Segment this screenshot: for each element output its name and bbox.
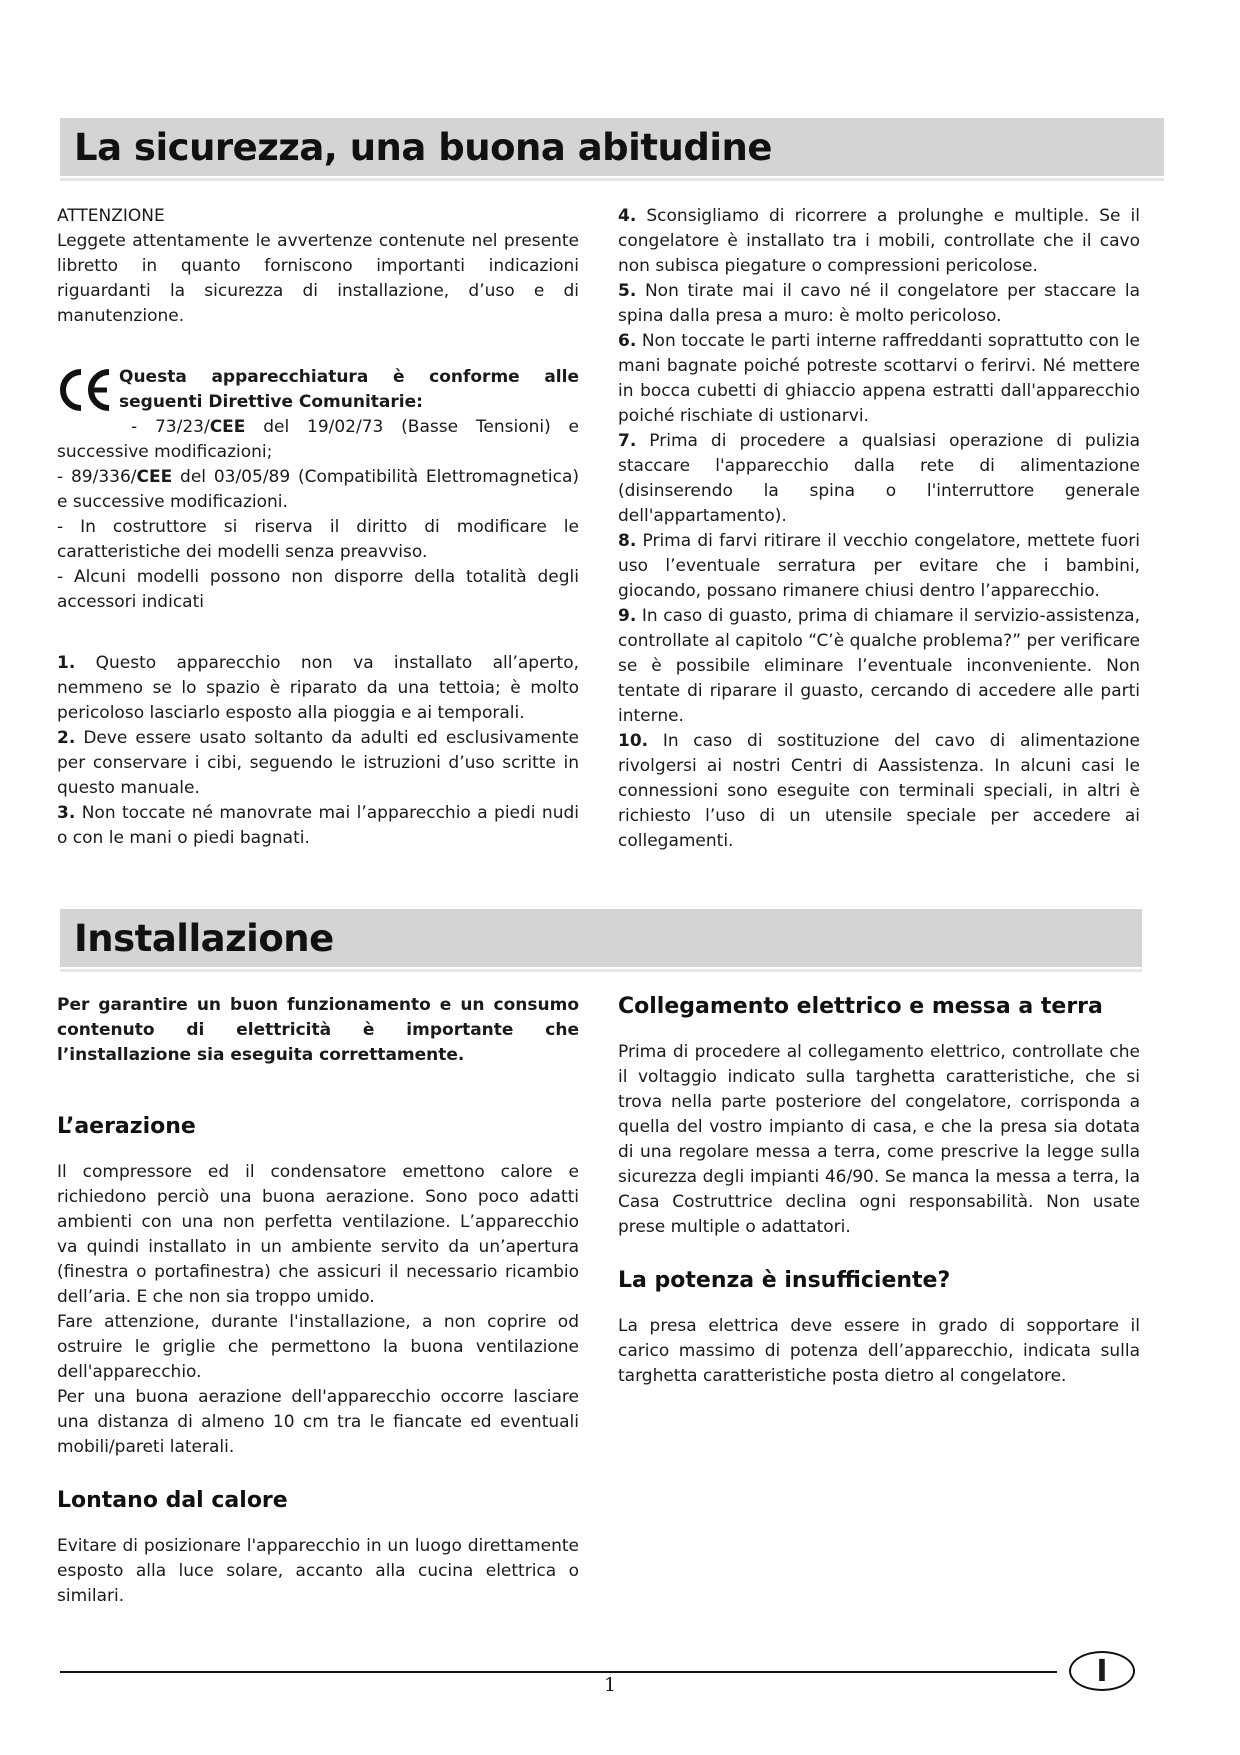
footer-rule	[60, 1671, 1057, 1673]
safety-left-column	[57, 204, 579, 851]
ce-heading: Questa apparecchiatura è conforme alle seguenti Direttive Comunitarie:	[119, 367, 579, 412]
safety-item: 6. Non toccate le parti interne raffreddanti soprattutto con le mani bagnate poiché potreste scottarvi o ferirvi. Né mettere in bocca cubetti di ghiaccio appena estratti dall'apparecchio poiché rischiate di ustionarvi.	[618, 331, 1140, 426]
safety-item: 5. Non tirate mai il cavo né il congelatore per staccare la spina dalla presa a muro: è molto pericoloso.	[618, 281, 1140, 326]
ce-mark-icon	[57, 365, 119, 415]
language-badge: I	[1069, 1651, 1135, 1691]
manufacturer-note: - In costruttore si riserva il diritto di modificare le caratteristiche dei modelli senza preavviso.	[57, 517, 579, 562]
aerazione-paragraph: Per una buona aerazione dell'apparecchio occorre lasciare una distanza di almeno 10 cm tra le fiancate ed eventuali mobili/pareti laterali.	[57, 1387, 579, 1457]
potenza-paragraph: La presa elettrica deve essere in grado di sopportare il carico massimo di potenza dell’apparecchio, indicata sulla targhetta caratteristiche posta dietro al congelatore.	[618, 1316, 1140, 1386]
subheading-collegamento: Collegamento elettrico e messa a terra	[618, 994, 1103, 1019]
safety-right-column	[618, 204, 1140, 854]
subheading-calore: Lontano dal calore	[57, 1488, 288, 1513]
page-number: 1	[603, 1674, 617, 1696]
section-title: La sicurezza, una buona abitudine	[74, 126, 772, 169]
safety-item: 1. Questo apparecchio non va installato all’aperto, nemmeno se lo spazio è riparato da una tettoia; è molto pericoloso lasciarlo esposto alla pioggia e ai temporali.	[57, 653, 579, 723]
aerazione-paragraph: Il compressore ed il condensatore emettono calore e richiedono perciò una buona aerazione. Sono poco adatti ambienti con una non perfetta ventilazione. L’apparecchio va quindi installato in un ambiente servito da un’apertura (finestra o portafinestra) che assicuri il necessario ricambio dell’aria. E che non sia troppo umido.	[57, 1162, 579, 1307]
safety-item: 3. Non toccate né manovrate mai l’apparecchio a piedi nudi o con le mani o piedi bagnati.	[57, 803, 579, 848]
installation-right-column	[618, 992, 1140, 1389]
safety-item: 2. Deve essere usato soltanto da adulti ed esclusivamente per conservare i cibi, seguendo le istruzioni d’uso scritte in questo manuale.	[57, 728, 579, 798]
directive-1: - 73/23/CEE del 19/02/73 (Basse Tensioni) e successive modificazioni;	[57, 417, 580, 462]
safety-item: 9. In caso di guasto, prima di chiamare il servizio-assistenza, controllate al capitolo “C’è qualche problema?” per verificare se è possibile eliminare l’eventuale inconveniente. Non tentate di riparare il guasto, cercando di accedere alle parti interne.	[618, 606, 1140, 726]
accessories-note: - Alcuni modelli possono non disporre della totalità degli accessori indicati	[57, 567, 579, 612]
installation-intro: Per garantire un buon funzionamento e un consumo contenuto di elettricità è importante che l’installazione sia eseguita correttamente.	[57, 995, 579, 1065]
safety-item: 10. In caso di sostituzione del cavo di alimentazione rivolgersi ai nostri Centri di Aassistenza. In alcuni casi le connessioni sono eseguite con terminali speciali, in altri è richiesto l’uso di un utensile speciale per accedere ai collegamenti.	[618, 731, 1140, 851]
section-header-band	[60, 909, 1142, 969]
calore-paragraph: Evitare di posizionare l'apparecchio in un luogo direttamente esposto alla luce solare, accanto alla cucina elettrica o similari.	[57, 1536, 579, 1606]
subheading-aerazione: L’aerazione	[57, 1114, 196, 1139]
section-title: Installazione	[74, 917, 334, 960]
directive-2: - 89/336/CEE del 03/05/89 (Compatibilità Elettromagnetica) e successive modificazioni.	[57, 467, 579, 512]
attention-label: ATTENZIONE	[57, 206, 165, 226]
subheading-potenza: La potenza è insufficiente?	[618, 1268, 951, 1293]
collegamento-paragraph: Prima di procedere al collegamento elettrico, controllate che il voltaggio indicato sulla targhetta caratteristiche, che si trova nella parte posteriore del congelatore, corrisponda a quella del vostro impianto di casa, e che la presa sia dotata di una regolare messa a terra, come prescrive la legge sulla sicurezza degli impianti 46/90. Se manca la messa a terra, la Casa Costruttrice declina ogni responsabilità. Non usate prese multiple o adattatori.	[618, 1042, 1140, 1237]
safety-item: 7. Prima di procedere a qualsiasi operazione di pulizia staccare l'apparecchio dalla rete di alimentazione (disinserendo la spina o l'interruttore generale dell'appartamento).	[618, 431, 1140, 526]
section-header-band	[60, 118, 1164, 178]
attention-text: Leggete attentamente le avvertenze contenute nel presente libretto in quanto forniscono importanti indicazioni riguardanti la sicurezza di installazione, d’uso e di manutenzione.	[57, 231, 579, 326]
safety-item: 4. Sconsigliamo di ricorrere a prolunghe e multiple. Se il congelatore è installato tra i mobili, controllate che il cavo non subisca piegature o compressioni pericolose.	[618, 206, 1140, 276]
ce-conformity-block	[57, 365, 579, 415]
safety-item: 8. Prima di farvi ritirare il vecchio congelatore, mettete fuori uso l’eventuale serratura per evitare che i bambini, giocando, possano rimanere chiusi dentro l’apparecchio.	[618, 531, 1140, 601]
aerazione-paragraph: Fare attenzione, durante l'installazione, a non coprire od ostruire le griglie che permettono la buona ventilazione dell'apparecchio.	[57, 1312, 579, 1382]
installation-left-column	[57, 993, 579, 1609]
